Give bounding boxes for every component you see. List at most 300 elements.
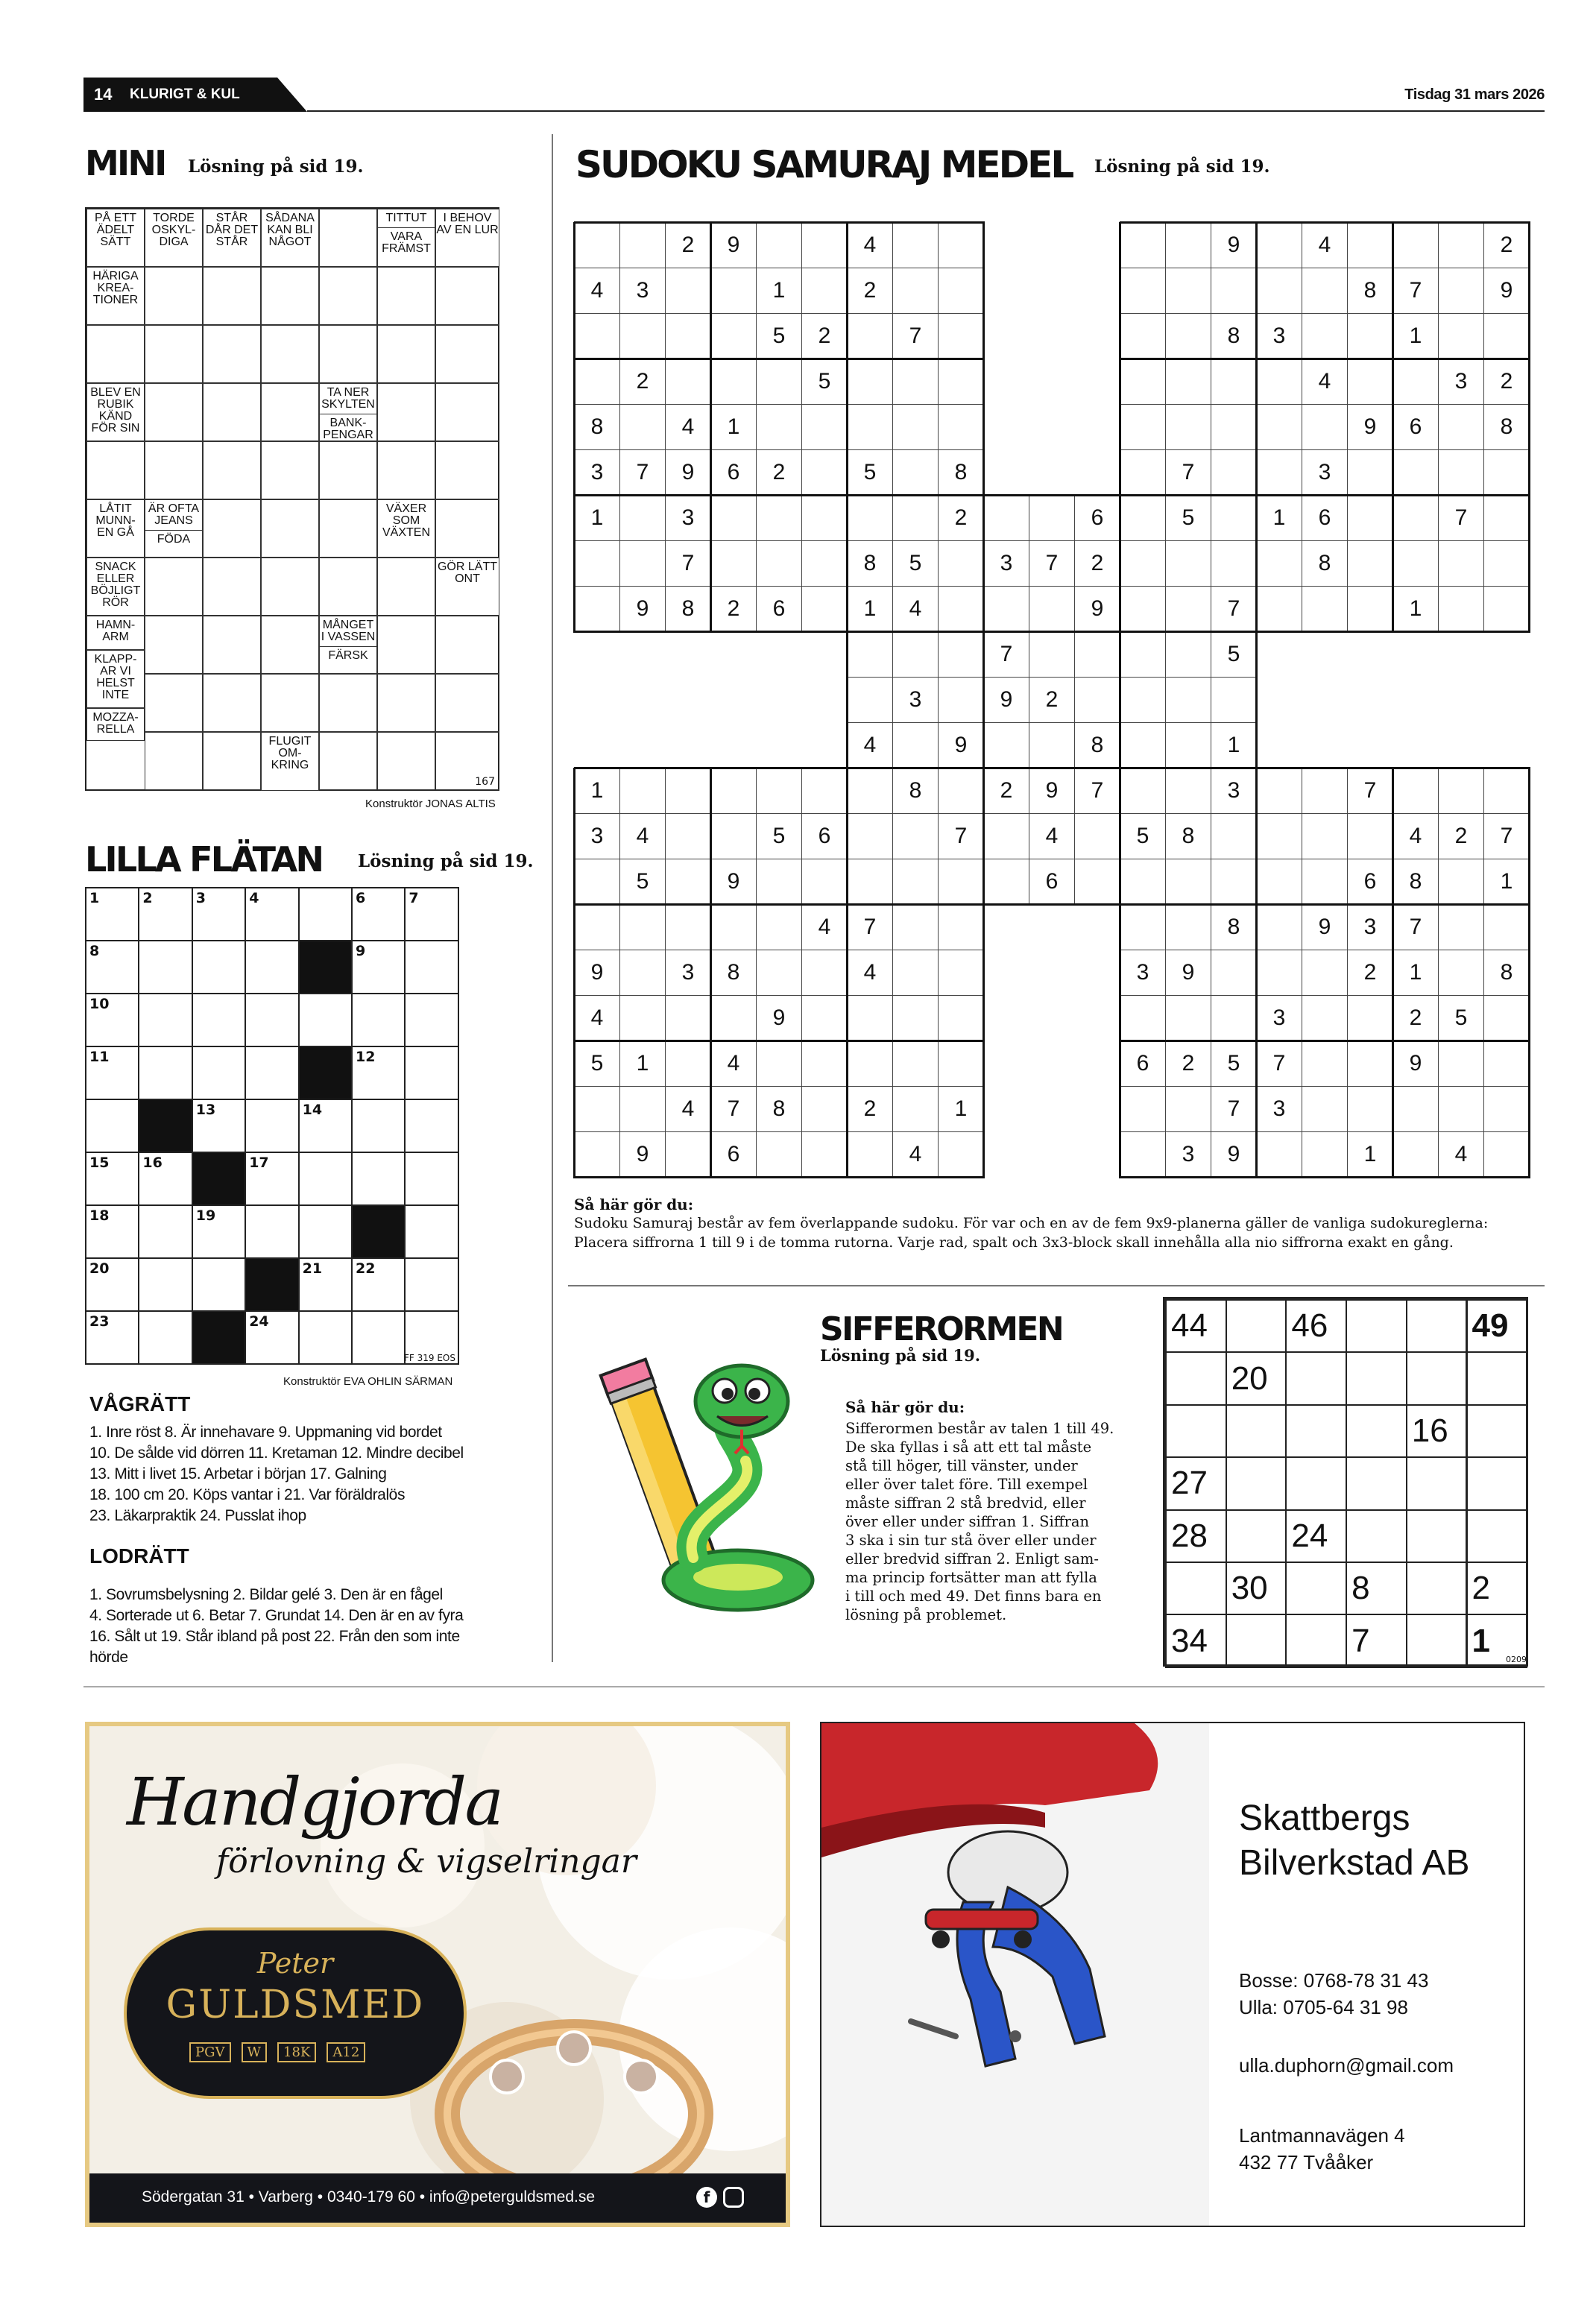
sudoku-cell[interactable] (1256, 904, 1302, 950)
sudoku-cell[interactable]: 9 (983, 677, 1029, 723)
sudoku-cell[interactable] (1302, 586, 1348, 632)
sudoku-cell[interactable] (983, 859, 1029, 905)
sudoku-cell[interactable]: 8 (1483, 950, 1530, 996)
crossword-cell[interactable] (245, 1310, 299, 1365)
mini-cell[interactable] (86, 325, 145, 383)
sudoku-cell[interactable]: 9 (1347, 404, 1393, 450)
mini-cell[interactable] (261, 267, 319, 325)
sudoku-cell[interactable] (1302, 950, 1348, 996)
sudoku-cell[interactable] (1120, 1086, 1166, 1132)
sudoku-cell[interactable] (1211, 950, 1257, 996)
sudoku-cell[interactable] (983, 813, 1029, 859)
crossword-cell[interactable] (298, 1257, 353, 1312)
mini-cell[interactable] (203, 325, 261, 383)
sudoku-cell[interactable]: 1 (1392, 586, 1439, 632)
sudoku-cell[interactable] (938, 995, 984, 1041)
sudoku-cell[interactable]: 2 (1392, 995, 1439, 1041)
sudoku-cell[interactable] (756, 1131, 802, 1178)
sudoku-cell[interactable]: 9 (665, 449, 711, 496)
sudoku-cell[interactable]: 1 (1256, 495, 1302, 541)
sudoku-cell[interactable] (1302, 1086, 1348, 1132)
mini-cell[interactable] (261, 616, 319, 674)
sudoku-cell[interactable]: 4 (847, 222, 893, 268)
sudoku-cell[interactable] (1392, 222, 1439, 268)
sudoku-cell[interactable] (801, 995, 848, 1041)
sudoku-cell[interactable]: 9 (710, 859, 757, 905)
mini-cell[interactable] (435, 499, 499, 558)
number-cell[interactable] (1346, 1351, 1407, 1405)
sudoku-cell[interactable] (983, 495, 1029, 541)
sudoku-cell[interactable] (1256, 268, 1302, 314)
sudoku-cell[interactable]: 9 (1392, 1041, 1439, 1087)
sudoku-cell[interactable]: 9 (756, 995, 802, 1041)
mini-cell[interactable] (377, 616, 435, 674)
sudoku-cell[interactable]: 7 (892, 313, 939, 359)
crossword-cell[interactable] (245, 887, 299, 941)
sudoku-cell[interactable]: 4 (1438, 1131, 1484, 1178)
sudoku-cell[interactable] (1438, 904, 1484, 950)
sudoku-cell[interactable] (1120, 449, 1166, 496)
mini-cell[interactable] (319, 674, 377, 732)
sudoku-cell[interactable] (892, 222, 939, 268)
sudoku-cell[interactable] (1392, 768, 1439, 814)
sudoku-cell[interactable] (574, 859, 620, 905)
mini-cell[interactable] (261, 441, 319, 499)
sudoku-cell[interactable] (801, 950, 848, 996)
sudoku-cell[interactable] (892, 813, 939, 859)
sudoku-cell[interactable]: 6 (801, 813, 848, 859)
sudoku-cell[interactable]: 9 (1165, 950, 1211, 996)
sudoku-cell[interactable]: 7 (665, 540, 711, 587)
crossword-cell[interactable] (245, 940, 299, 994)
sudoku-cell[interactable]: 4 (710, 1041, 757, 1087)
sudoku-cell[interactable] (574, 313, 620, 359)
number-cell[interactable]: 1 (1466, 1614, 1528, 1667)
sudoku-cell[interactable] (1165, 222, 1211, 268)
sudoku-cell[interactable]: 9 (1302, 904, 1348, 950)
sudoku-cell[interactable] (710, 313, 757, 359)
sudoku-cell[interactable] (892, 495, 939, 541)
sudoku-cell[interactable]: 5 (1120, 813, 1166, 859)
sudoku-cell[interactable]: 7 (983, 631, 1029, 678)
sudoku-cell[interactable]: 7 (1165, 449, 1211, 496)
sudoku-cell[interactable] (1483, 540, 1530, 587)
sudoku-cell[interactable]: 4 (1302, 222, 1348, 268)
sudoku-cell[interactable] (1165, 859, 1211, 905)
sudoku-cell[interactable]: 4 (574, 268, 620, 314)
sudoku-cell[interactable] (1483, 1131, 1530, 1178)
mini-cell[interactable] (145, 441, 203, 499)
sudoku-cell[interactable]: 2 (710, 586, 757, 632)
mini-cell[interactable] (435, 325, 499, 383)
sudoku-cell[interactable] (1392, 540, 1439, 587)
sudoku-cell[interactable]: 3 (574, 813, 620, 859)
sudoku-cell[interactable]: 8 (1302, 540, 1348, 587)
sudoku-cell[interactable] (938, 768, 984, 814)
sudoku-cell[interactable] (1256, 859, 1302, 905)
sudoku-cell[interactable] (1438, 313, 1484, 359)
crossword-cell[interactable] (85, 1099, 139, 1153)
sudoku-cell[interactable]: 3 (1438, 359, 1484, 405)
sudoku-cell[interactable]: 9 (1074, 586, 1120, 632)
mini-cell[interactable] (377, 732, 435, 790)
sudoku-cell[interactable] (1347, 586, 1393, 632)
sudoku-cell[interactable] (1120, 995, 1166, 1041)
crossword-cell[interactable] (85, 940, 139, 994)
sudoku-cell[interactable] (1165, 631, 1211, 678)
number-cell[interactable]: 7 (1346, 1614, 1407, 1667)
sudoku-cell[interactable]: 2 (847, 1086, 893, 1132)
mini-cell[interactable] (435, 732, 499, 790)
sudoku-cell[interactable] (574, 540, 620, 587)
crossword-cell[interactable] (85, 1046, 139, 1100)
number-cell[interactable] (1466, 1509, 1528, 1563)
sudoku-cell[interactable] (1165, 722, 1211, 768)
crossword-cell[interactable] (192, 1046, 246, 1100)
number-cell[interactable]: 34 (1165, 1614, 1227, 1667)
sudoku-cell[interactable] (938, 677, 984, 723)
sudoku-cell[interactable]: 4 (847, 950, 893, 996)
sudoku-cell[interactable] (1211, 359, 1257, 405)
sudoku-cell[interactable] (983, 722, 1029, 768)
number-cell[interactable] (1406, 1456, 1468, 1510)
mini-cell[interactable] (203, 499, 261, 558)
sudoku-cell[interactable] (710, 540, 757, 587)
sudoku-cell[interactable]: 8 (1211, 904, 1257, 950)
sudoku-cell[interactable] (619, 222, 666, 268)
sudoku-cell[interactable] (1211, 677, 1257, 723)
sudoku-cell[interactable] (1438, 859, 1484, 905)
sudoku-cell[interactable] (938, 586, 984, 632)
sudoku-cell[interactable] (1256, 540, 1302, 587)
sudoku-cell[interactable]: 2 (801, 313, 848, 359)
sudoku-cell[interactable]: 6 (1302, 495, 1348, 541)
sudoku-cell[interactable] (1120, 222, 1166, 268)
crossword-cell[interactable] (138, 993, 192, 1047)
sudoku-cell[interactable] (710, 268, 757, 314)
sudoku-cell[interactable] (892, 268, 939, 314)
number-cell[interactable]: 8 (1346, 1562, 1407, 1615)
sudoku-cell[interactable]: 2 (1165, 1041, 1211, 1087)
sudoku-cell[interactable] (847, 495, 893, 541)
sudoku-cell[interactable] (1211, 859, 1257, 905)
sudoku-cell[interactable] (710, 904, 757, 950)
sudoku-cell[interactable] (1483, 313, 1530, 359)
sudoku-cell[interactable]: 2 (665, 222, 711, 268)
sudoku-cell[interactable]: 2 (1074, 540, 1120, 587)
mini-cell[interactable] (435, 267, 499, 325)
crossword-cell[interactable] (85, 1310, 139, 1365)
sudoku-cell[interactable] (938, 1041, 984, 1087)
sudoku-cell[interactable] (665, 313, 711, 359)
sudoku-cell[interactable]: 9 (938, 722, 984, 768)
sudoku-cell[interactable] (1438, 222, 1484, 268)
mini-cell[interactable] (145, 325, 203, 383)
crossword-cell[interactable] (192, 1257, 246, 1312)
sudoku-cell[interactable] (619, 995, 666, 1041)
mini-cell[interactable] (319, 209, 377, 267)
mini-cell[interactable] (319, 267, 377, 325)
sudoku-cell[interactable]: 9 (1029, 768, 1075, 814)
sudoku-cell[interactable]: 7 (710, 1086, 757, 1132)
sudoku-cell[interactable] (1165, 995, 1211, 1041)
number-cell[interactable]: 16 (1406, 1404, 1468, 1458)
crossword-cell[interactable] (351, 1257, 406, 1312)
mini-cell[interactable] (145, 267, 203, 325)
mini-cell[interactable] (203, 267, 261, 325)
sudoku-cell[interactable] (1392, 1131, 1439, 1178)
sudoku-cell[interactable] (847, 677, 893, 723)
number-cell[interactable] (1406, 1562, 1468, 1615)
sudoku-cell[interactable]: 8 (756, 1086, 802, 1132)
instagram-icon[interactable] (723, 2187, 744, 2208)
sudoku-cell[interactable]: 1 (1347, 1131, 1393, 1178)
sudoku-cell[interactable]: 8 (1483, 404, 1530, 450)
sudoku-cell[interactable] (665, 859, 711, 905)
mini-cell[interactable] (145, 616, 203, 674)
crossword-cell[interactable] (85, 887, 139, 941)
sudoku-cell[interactable] (1483, 995, 1530, 1041)
sudoku-cell[interactable] (892, 359, 939, 405)
sudoku-cell[interactable] (1438, 950, 1484, 996)
sudoku-cell[interactable] (1120, 904, 1166, 950)
crossword-cell[interactable] (85, 1257, 139, 1312)
sudoku-cell[interactable] (1302, 768, 1348, 814)
sudoku-cell[interactable] (665, 1131, 711, 1178)
sudoku-cell[interactable]: 3 (574, 449, 620, 496)
mini-cell[interactable] (261, 325, 319, 383)
number-cell[interactable] (1285, 1562, 1347, 1615)
sudoku-cell[interactable]: 5 (892, 540, 939, 587)
sudoku-cell[interactable] (574, 222, 620, 268)
crossword-cell[interactable] (404, 887, 458, 941)
mini-cell[interactable] (203, 441, 261, 499)
sudoku-cell[interactable] (619, 1086, 666, 1132)
sudoku-cell[interactable] (1347, 359, 1393, 405)
sudoku-cell[interactable] (1483, 449, 1530, 496)
sudoku-cell[interactable]: 2 (1483, 222, 1530, 268)
sudoku-cell[interactable] (892, 722, 939, 768)
sudoku-cell[interactable]: 7 (1483, 813, 1530, 859)
sudoku-cell[interactable] (801, 495, 848, 541)
sudoku-cell[interactable] (1256, 359, 1302, 405)
number-cell[interactable] (1226, 1509, 1287, 1563)
sudoku-cell[interactable] (1029, 722, 1075, 768)
sudoku-cell[interactable]: 2 (983, 768, 1029, 814)
mini-cell[interactable] (203, 558, 261, 616)
sudoku-cell[interactable]: 8 (1165, 813, 1211, 859)
sudoku-cell[interactable] (1438, 449, 1484, 496)
number-cell[interactable] (1226, 1299, 1287, 1353)
sudoku-cell[interactable] (938, 904, 984, 950)
sudoku-cell[interactable] (938, 950, 984, 996)
sudoku-cell[interactable] (756, 904, 802, 950)
sudoku-cell[interactable]: 7 (1347, 768, 1393, 814)
sudoku-cell[interactable] (892, 950, 939, 996)
sudoku-cell[interactable] (1165, 1086, 1211, 1132)
sudoku-cell[interactable] (1120, 859, 1166, 905)
sudoku-cell[interactable]: 8 (574, 404, 620, 450)
crossword-cell[interactable] (138, 940, 192, 994)
sudoku-cell[interactable] (1256, 449, 1302, 496)
sudoku-cell[interactable] (1438, 540, 1484, 587)
sudoku-cell[interactable]: 7 (1438, 495, 1484, 541)
mini-cell[interactable] (377, 558, 435, 616)
sudoku-cell[interactable] (1256, 404, 1302, 450)
sudoku-cell[interactable]: 6 (1029, 859, 1075, 905)
sudoku-cell[interactable] (619, 540, 666, 587)
sudoku-cell[interactable]: 5 (574, 1041, 620, 1087)
sudoku-cell[interactable] (1392, 359, 1439, 405)
sudoku-cell[interactable]: 9 (1211, 1131, 1257, 1178)
mini-cell[interactable] (377, 267, 435, 325)
sudoku-cell[interactable]: 3 (892, 677, 939, 723)
sudoku-cell[interactable] (619, 404, 666, 450)
sudoku-cell[interactable]: 1 (574, 495, 620, 541)
crossword-cell[interactable] (404, 940, 458, 994)
sudoku-cell[interactable] (665, 813, 711, 859)
sudoku-cell[interactable]: 4 (665, 1086, 711, 1132)
sudoku-cell[interactable]: 7 (1211, 1086, 1257, 1132)
sudoku-cell[interactable]: 4 (801, 904, 848, 950)
sudoku-cell[interactable] (1120, 768, 1166, 814)
sudoku-cell[interactable] (801, 1131, 848, 1178)
sudoku-cell[interactable] (1165, 586, 1211, 632)
sudoku-cell[interactable] (938, 631, 984, 678)
sudoku-cell[interactable] (1256, 950, 1302, 996)
mini-cell[interactable] (203, 383, 261, 441)
number-cell[interactable]: 46 (1285, 1299, 1347, 1353)
sudoku-cell[interactable] (1438, 1086, 1484, 1132)
crossword-cell[interactable] (298, 1310, 353, 1365)
sudoku-cell[interactable] (847, 404, 893, 450)
sudoku-cell[interactable] (892, 859, 939, 905)
sudoku-cell[interactable] (756, 404, 802, 450)
crossword-cell[interactable] (404, 1046, 458, 1100)
sudoku-cell[interactable]: 7 (938, 813, 984, 859)
number-cell[interactable] (1466, 1351, 1528, 1405)
sudoku-cell[interactable] (801, 1041, 848, 1087)
mini-cell[interactable] (319, 441, 377, 499)
number-cell[interactable]: 24 (1285, 1509, 1347, 1563)
crossword-cell[interactable] (192, 993, 246, 1047)
sudoku-cell[interactable]: 9 (710, 222, 757, 268)
sudoku-cell[interactable]: 5 (756, 313, 802, 359)
crossword-cell[interactable] (298, 1204, 353, 1259)
sudoku-cell[interactable] (1120, 404, 1166, 450)
sudoku-cell[interactable] (1347, 495, 1393, 541)
sudoku-cell[interactable] (801, 268, 848, 314)
sudoku-cell[interactable]: 3 (1256, 313, 1302, 359)
sudoku-cell[interactable] (1302, 1131, 1348, 1178)
number-cell[interactable]: 2 (1466, 1562, 1528, 1615)
sudoku-cell[interactable] (1165, 768, 1211, 814)
sudoku-cell[interactable]: 8 (1211, 313, 1257, 359)
sudoku-cell[interactable] (710, 495, 757, 541)
sudoku-cell[interactable]: 7 (1256, 1041, 1302, 1087)
number-cell[interactable] (1165, 1562, 1227, 1615)
crossword-cell[interactable] (404, 1152, 458, 1206)
number-cell[interactable] (1165, 1404, 1227, 1458)
crossword-cell[interactable] (351, 1099, 406, 1153)
sudoku-cell[interactable]: 8 (665, 586, 711, 632)
number-cell[interactable] (1406, 1614, 1468, 1667)
number-cell[interactable] (1226, 1404, 1287, 1458)
sudoku-cell[interactable] (1074, 631, 1120, 678)
sudoku-cell[interactable]: 5 (1438, 995, 1484, 1041)
sudoku-cell[interactable] (1347, 1041, 1393, 1087)
crossword-cell[interactable] (351, 940, 406, 994)
mini-cell[interactable] (145, 674, 203, 732)
mini-cell[interactable] (145, 732, 203, 790)
sudoku-cell[interactable]: 6 (756, 586, 802, 632)
number-cell[interactable] (1285, 1404, 1347, 1458)
mini-cell[interactable] (319, 499, 377, 558)
sudoku-cell[interactable] (1029, 586, 1075, 632)
sudoku-cell[interactable] (1438, 1041, 1484, 1087)
sudoku-cell[interactable]: 5 (1165, 495, 1211, 541)
sudoku-cell[interactable] (1120, 268, 1166, 314)
sudoku-cell[interactable] (983, 586, 1029, 632)
number-cell[interactable] (1406, 1351, 1468, 1405)
mini-cell[interactable] (145, 383, 203, 441)
number-cell[interactable] (1466, 1456, 1528, 1510)
sudoku-cell[interactable] (1483, 1086, 1530, 1132)
sudoku-cell[interactable] (847, 859, 893, 905)
sudoku-cell[interactable]: 3 (1256, 1086, 1302, 1132)
sudoku-cell[interactable] (938, 1131, 984, 1178)
number-cell[interactable] (1346, 1299, 1407, 1353)
crossword-cell[interactable] (404, 1257, 458, 1312)
number-cell[interactable] (1285, 1614, 1347, 1667)
sudoku-cell[interactable] (619, 313, 666, 359)
crossword-cell[interactable] (85, 993, 139, 1047)
sudoku-cell[interactable] (847, 995, 893, 1041)
contact-email[interactable]: ulla.duphorn@gmail.com (1239, 2054, 1454, 2077)
sudoku-cell[interactable]: 5 (619, 859, 666, 905)
mini-cell[interactable] (203, 732, 261, 790)
sudoku-cell[interactable] (938, 313, 984, 359)
sudoku-cell[interactable] (1483, 1041, 1530, 1087)
sudoku-cell[interactable] (1120, 359, 1166, 405)
sudoku-cell[interactable] (1347, 313, 1393, 359)
sudoku-cell[interactable]: 8 (892, 768, 939, 814)
sudoku-cell[interactable] (1256, 768, 1302, 814)
sudoku-cell[interactable]: 3 (1120, 950, 1166, 996)
crossword-cell[interactable] (404, 993, 458, 1047)
sudoku-cell[interactable] (756, 1041, 802, 1087)
sudoku-cell[interactable] (1302, 404, 1348, 450)
sudoku-cell[interactable]: 6 (1074, 495, 1120, 541)
number-cell[interactable]: 30 (1226, 1562, 1287, 1615)
sudoku-cell[interactable] (1302, 1041, 1348, 1087)
sudoku-cell[interactable] (1165, 904, 1211, 950)
sudoku-cell[interactable] (938, 222, 984, 268)
sudoku-cell[interactable] (847, 313, 893, 359)
crossword-cell[interactable] (245, 1204, 299, 1259)
sudoku-cell[interactable] (1347, 995, 1393, 1041)
sudoku-cell[interactable]: 7 (1211, 586, 1257, 632)
sudoku-cell[interactable] (710, 359, 757, 405)
sudoku-cell[interactable] (1302, 268, 1348, 314)
facebook-icon[interactable]: f (696, 2187, 717, 2208)
mini-cell[interactable] (86, 441, 145, 499)
mini-cell[interactable] (435, 674, 499, 732)
sudoku-cell[interactable] (1256, 586, 1302, 632)
crossword-cell[interactable] (85, 1152, 139, 1206)
sudoku-cell[interactable] (801, 222, 848, 268)
sudoku-cell[interactable]: 1 (1211, 722, 1257, 768)
